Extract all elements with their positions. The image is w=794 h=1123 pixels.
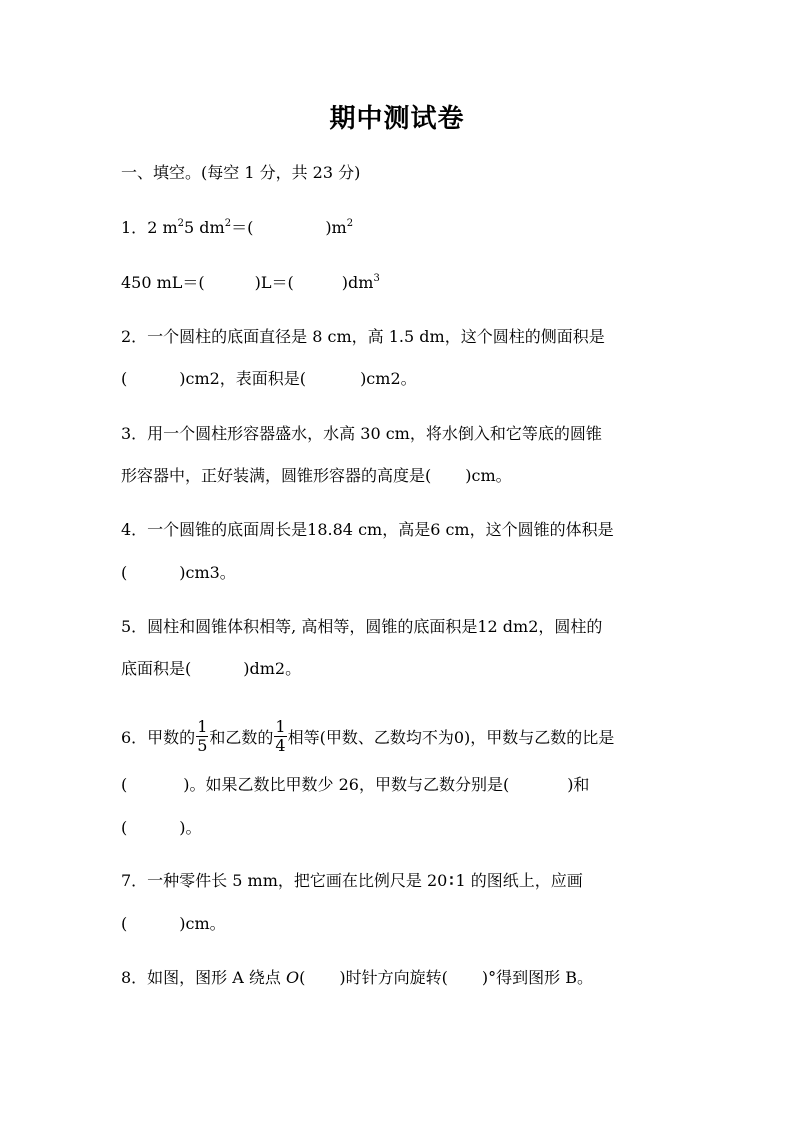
question-4-line-1: 4．一个圆锥的底面周长是18.84 cm，高是6 cm，这个圆锥的体积是: [121, 520, 614, 539]
question-2-line-1: 2．一个圆柱的底面直径是 8 cm，高 1.5 dm，这个圆柱的侧面积是: [121, 327, 605, 346]
q6-line2-b: )。如果乙数比甲数少 26，甲数与乙数分别是(: [183, 775, 510, 794]
question-6-line-2: [121, 775, 589, 795]
q1-number: 1．: [121, 218, 148, 237]
q2-line2-c: )cm2。: [360, 369, 417, 388]
fraction-one-fifth: [196, 718, 208, 755]
q3-line2-b: )cm。: [465, 466, 512, 485]
q5-line2-b: )dm2。: [243, 659, 302, 678]
q8-line1-d: )°得到图形 B。: [481, 968, 593, 987]
question-5-line-1: 5．圆柱和圆锥体积相等, 高相等，圆锥的底面积是12 dm2，圆柱的: [121, 617, 603, 636]
q8-open-paren: (: [299, 968, 306, 987]
question-7-line-1: [121, 871, 583, 891]
page-title: 期中测试卷: [329, 104, 465, 134]
q6-line1-b: 和乙数的: [209, 728, 274, 747]
q3-line2-a: 形容器中，正好装满，圆锥形容器的高度是(: [121, 466, 432, 485]
q6-line2-c: )和: [567, 775, 590, 794]
fraction-denominator: 4: [275, 736, 286, 755]
q7-line1-a: 7．一种零件长 5 mm，把它画在比例尺是 20: [121, 871, 448, 890]
fraction-numerator: 1: [197, 717, 208, 736]
q4-line2-b: )cm3。: [179, 563, 236, 582]
fraction-denominator: 5: [197, 736, 208, 755]
q1-part-a: 2 m: [147, 218, 178, 237]
q1-part-d: )m: [325, 218, 347, 237]
q1-sup-d: 2: [346, 218, 354, 229]
q2-open-paren: (: [121, 369, 128, 388]
q1-part-b: 5 dm: [184, 218, 225, 237]
question-2-line-2: [121, 369, 417, 389]
q1-part-c: ＝(: [231, 218, 254, 237]
q7-open-paren: (: [121, 914, 128, 933]
fraction-one-fourth: [274, 718, 286, 755]
q1-line2-c: )dm: [341, 273, 374, 292]
q2-line2-b: )cm2，表面积是(: [179, 369, 307, 388]
q1-line2-a: 450 mL＝(: [121, 273, 205, 292]
q1-sup-a: 2: [177, 218, 184, 229]
q5-line2-a: 底面积是(: [121, 659, 192, 678]
q6-open-paren: (: [121, 818, 128, 837]
question-7-line-2: [121, 914, 226, 934]
question-6-line-1: [121, 717, 615, 757]
section-header: 一、填空。(每空 1 分，共 23 分): [121, 163, 361, 182]
q6-line1-a: 6．甲数的: [121, 728, 196, 747]
q7-line1-b: 1 的图纸上，应画: [455, 871, 583, 890]
question-3-line-2: [121, 466, 512, 486]
point-o-label: O: [286, 968, 300, 987]
q6-line3-b: )。: [179, 818, 202, 837]
fraction-numerator: 1: [275, 717, 286, 736]
question-5-line-2: [121, 659, 301, 679]
ratio-colon: ∶: [449, 871, 454, 890]
q1-line2-b: )L＝(: [254, 273, 294, 292]
q6-open-paren: (: [121, 775, 128, 794]
q6-line1-c: 相等(甲数、乙数均不为0)，甲数与乙数的比是: [287, 728, 615, 747]
question-8-line-1: [121, 968, 593, 988]
question-6-line-3: [121, 818, 202, 838]
q1-sup-b: 2: [224, 218, 232, 229]
q8-line1-a: 8．如图，图形 A 绕点: [121, 968, 286, 987]
question-1-line-2: [121, 273, 380, 293]
q7-line2-b: )cm。: [179, 914, 226, 933]
question-4-line-2: [121, 563, 236, 583]
q8-line1-c: )时针方向旋转(: [339, 968, 448, 987]
question-1-line-1: [121, 218, 353, 238]
q1-line2-sup: 3: [373, 273, 380, 284]
question-3-line-1: 3．用一个圆柱形容器盛水，水高 30 cm，将水倒入和它等底的圆锥: [121, 424, 602, 443]
q4-open-paren: (: [121, 563, 128, 582]
